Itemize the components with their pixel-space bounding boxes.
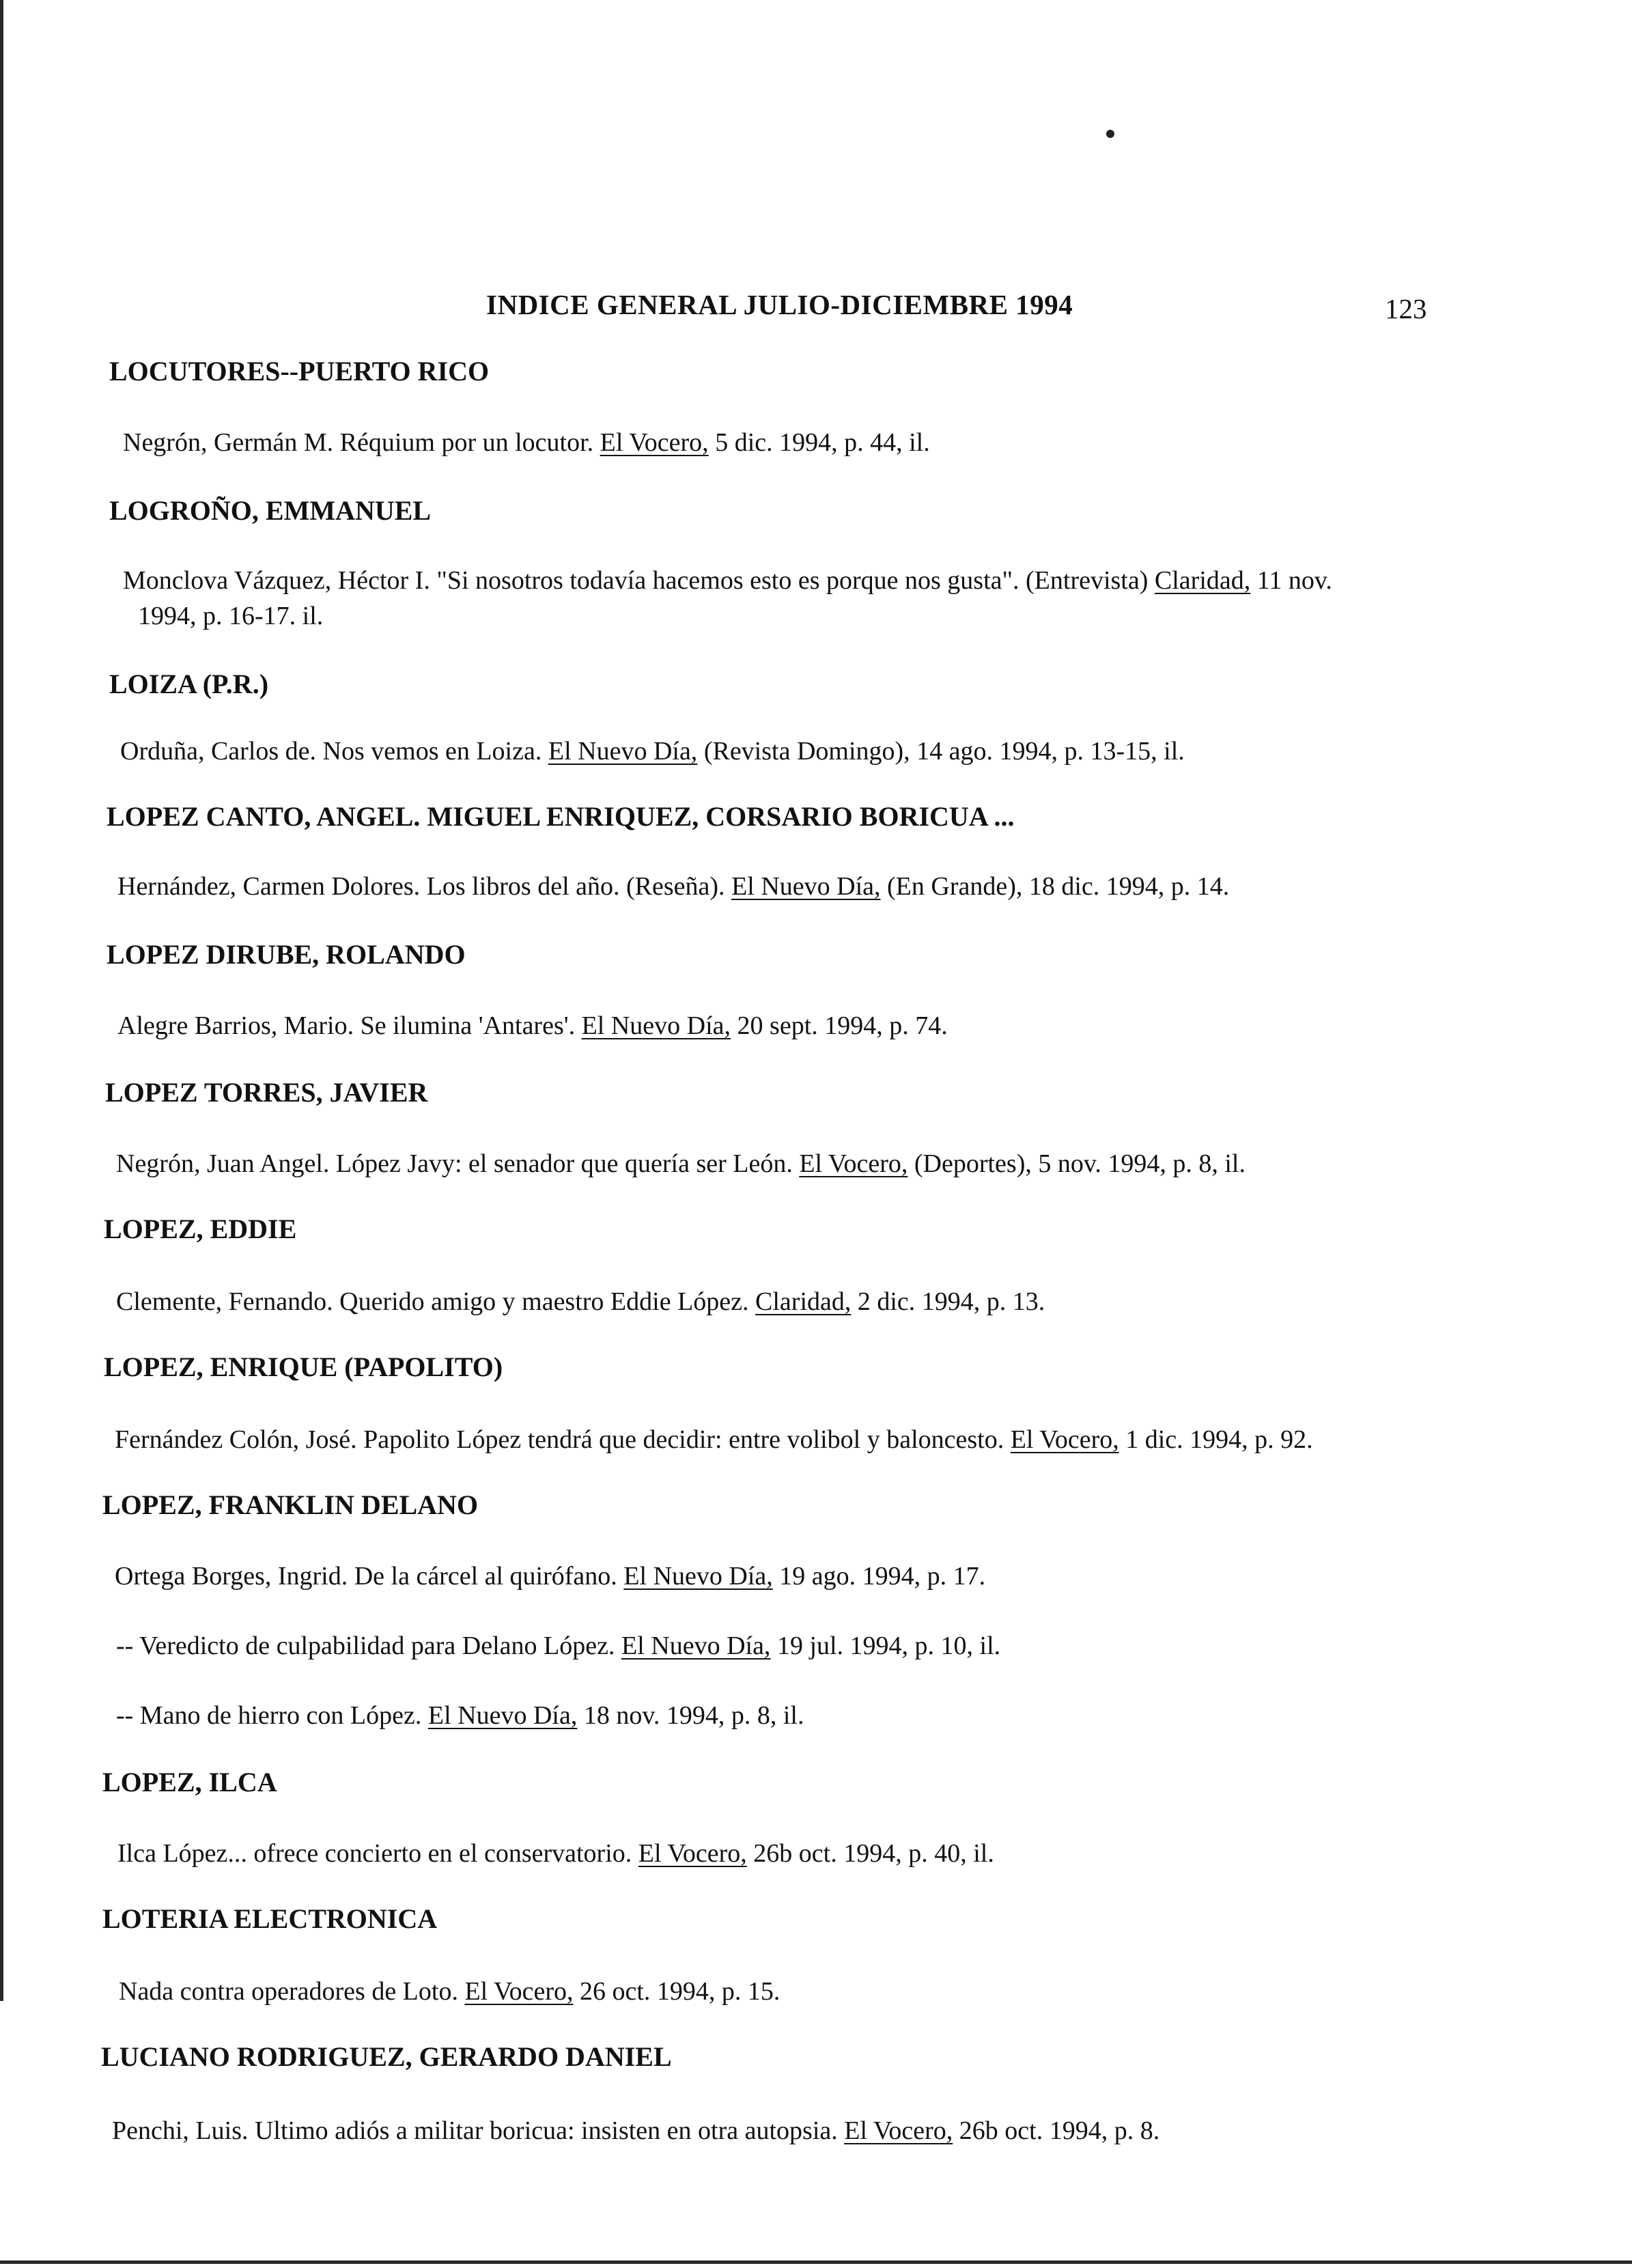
index-heading: LOPEZ DIRUBE, ROLANDO xyxy=(107,939,466,970)
entry-source: El Vocero, xyxy=(844,2116,953,2145)
entry-source: El Vocero, xyxy=(1010,1425,1119,1454)
entry-source: Claridad, xyxy=(1154,566,1251,595)
entry-details: 11 nov. xyxy=(1256,566,1332,595)
entry-details: 2 dic. 1994, p. 13. xyxy=(857,1287,1045,1316)
entry-citation: Fernández Colón, José. Papolito López tendrá que decidir: entre volibol y baloncesto. xyxy=(115,1425,1004,1454)
entry-details: 20 sept. 1994, p. 74. xyxy=(737,1011,948,1040)
entry-source: Claridad, xyxy=(755,1287,852,1316)
entry-details: 19 jul. 1994, p. 10, il. xyxy=(776,1632,1001,1660)
entry-citation: -- Mano de hierro con López. xyxy=(116,1701,422,1730)
index-entry xyxy=(116,1628,1000,1664)
entry-citation: Orduña, Carlos de. Nos vemos en Loiza. xyxy=(120,737,542,766)
entry-source: El Nuevo Día, xyxy=(623,1562,773,1591)
entry-source: El Vocero, xyxy=(638,1839,747,1868)
index-entry xyxy=(115,1422,1313,1457)
index-entry xyxy=(117,869,1229,904)
index-heading: LOPEZ TORRES, JAVIER xyxy=(105,1077,428,1108)
entry-details: 26 oct. 1994, p. 15. xyxy=(579,1977,780,2006)
index-entry xyxy=(112,2113,1159,2148)
index-heading: LOPEZ, FRANKLIN DELANO xyxy=(102,1489,479,1520)
entry-citation: Negrón, Juan Angel. López Javy: el senador que quería ser León. xyxy=(116,1149,793,1178)
entry-citation: Negrón, Germán M. Réquium por un locutor. xyxy=(123,428,594,457)
entry-details: (En Grande), 18 dic. 1994, p. 14. xyxy=(887,872,1230,901)
entry-citation: Monclova Vázquez, Héctor I. "Si nosotros todavía hacemos esto es porque nos gusta". (Entrevista) xyxy=(123,566,1149,595)
index-entry xyxy=(116,1698,804,1733)
index-entry xyxy=(119,1974,780,2009)
index-entry xyxy=(120,733,1185,769)
entry-citation: Nada contra operadores de Loto. xyxy=(119,1977,458,2006)
index-heading: LOPEZ, EDDIE xyxy=(104,1214,297,1244)
entry-details: (Deportes), 5 nov. 1994, p. 8, il. xyxy=(914,1149,1246,1178)
index-entry xyxy=(117,1008,948,1044)
entry-source: El Vocero, xyxy=(464,1977,574,2006)
entry-citation: Ilca López... ofrece concierto en el conservatorio. xyxy=(117,1839,632,1868)
index-heading: LOTERIA ELECTRONICA xyxy=(102,1903,438,1934)
index-entry xyxy=(123,425,930,460)
entry-citation: Hernández, Carmen Dolores. Los libros del año. (Reseña). xyxy=(117,872,725,901)
scan-speck xyxy=(1106,130,1114,138)
entry-source: El Nuevo Día, xyxy=(621,1632,771,1660)
index-entry xyxy=(115,1558,985,1594)
entry-source: El Vocero, xyxy=(799,1149,908,1178)
index-heading: LOCUTORES--PUERTO RICO xyxy=(109,356,490,387)
entry-details: (Revista Domingo), 14 ago. 1994, p. 13-15, il. xyxy=(703,737,1185,766)
entry-citation: -- Veredicto de culpabilidad para Delano López. xyxy=(116,1632,615,1660)
index-heading: LUCIANO RODRIGUEZ, GERARDO DANIEL xyxy=(101,2041,672,2072)
entry-details: 26b oct. 1994, p. 8. xyxy=(959,2116,1160,2145)
entry-source: El Vocero, xyxy=(600,428,709,457)
entry-details: 5 dic. 1994, p. 44, il. xyxy=(715,428,930,457)
index-heading: LOGROÑO, EMMANUEL xyxy=(109,495,432,526)
index-entry xyxy=(116,1146,1246,1181)
index-entry xyxy=(116,1284,1045,1319)
entry-citation: Ortega Borges, Ingrid. De la cárcel al quirófano. xyxy=(115,1562,617,1591)
entry-citation: Clemente, Fernando. Querido amigo y maestro Eddie López. xyxy=(116,1287,749,1316)
entry-details: 19 ago. 1994, p. 17. xyxy=(779,1562,986,1591)
entry-citation: Alegre Barrios, Mario. Se ilumina 'Antares'. xyxy=(117,1011,576,1040)
index-heading: LOPEZ CANTO, ANGEL. MIGUEL ENRIQUEZ, CORSARIO BORICUA ... xyxy=(107,801,1015,832)
entry-source: El Nuevo Día, xyxy=(548,737,698,766)
index-heading: LOIZA (P.R.) xyxy=(109,669,269,699)
entry-citation: Penchi, Luis. Ultimo adiós a militar boricua: insisten en otra autopsia. xyxy=(112,2116,838,2145)
index-entry xyxy=(123,563,1489,634)
entry-details: 26b oct. 1994, p. 40, il. xyxy=(753,1839,994,1868)
page-edge-left xyxy=(0,0,3,2001)
entry-source: El Nuevo Día, xyxy=(581,1011,731,1040)
entry-source: El Nuevo Día, xyxy=(427,1701,578,1730)
index-heading: LOPEZ, ILCA xyxy=(102,1767,277,1797)
page-edge-bottom xyxy=(0,2260,1632,2264)
index-heading: LOPEZ, ENRIQUE (PAPOLITO) xyxy=(104,1352,503,1382)
entry-continuation: 1994, p. 16-17. il. xyxy=(138,602,324,630)
page-number: 123 xyxy=(1385,293,1427,324)
entry-details: 18 nov. 1994, p. 8, il. xyxy=(583,1701,804,1730)
entry-details: 1 dic. 1994, p. 92. xyxy=(1125,1425,1313,1454)
running-title: INDICE GENERAL JULIO-DICIEMBRE 1994 xyxy=(486,289,1073,320)
entry-source: El Nuevo Día, xyxy=(731,872,881,901)
index-entry xyxy=(117,1836,994,1871)
